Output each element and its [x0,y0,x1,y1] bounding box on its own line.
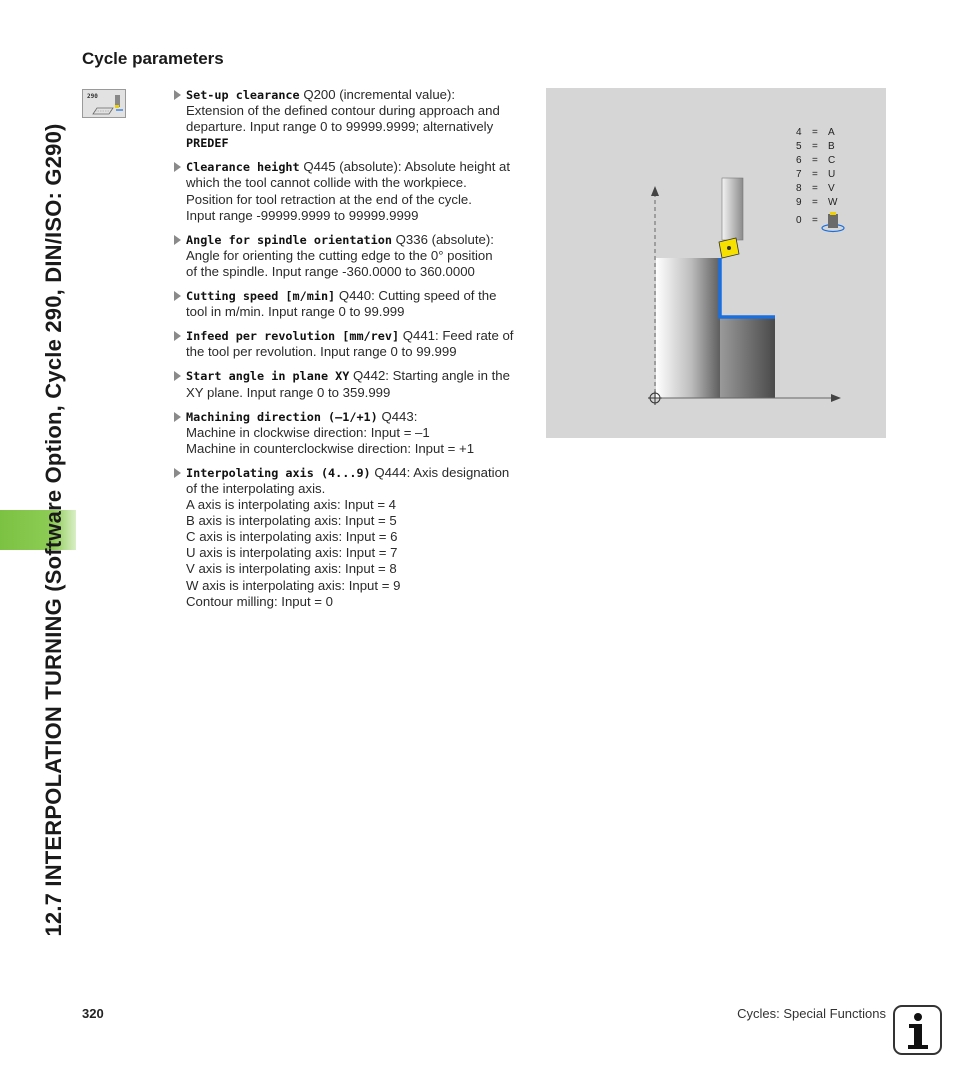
legend-num: 5 [796,141,802,152]
legend-eq: = [812,169,818,180]
parameter-description: Q441: Feed rate of [402,328,514,344]
parameter-description: Machine in counterclockwise direction: Input = +1 [186,440,475,456]
parameter-description: XY plane. Input range 0 to 359.999 [186,384,391,400]
cycle-softkey-icon [82,89,126,118]
legend-axis: C [828,155,836,166]
parameter-first-line [186,328,528,344]
bullet-arrow-icon [174,90,181,100]
legend-axis: B [828,141,835,152]
parameter-description: Position for tool retraction at the end of the cycle. [186,191,472,207]
parameter-description: Q200 (incremental value): [303,87,456,102]
parameter-item [172,288,528,320]
parameter-name: Cutting speed [m/min] [186,289,336,304]
legend-eq: = [812,155,818,166]
parameter-description: Q440: Cutting speed of the [338,288,497,304]
softkey-graphic [83,90,127,119]
parameter-item [172,368,528,400]
legend-axis: U [828,169,836,180]
parameter-name: Infeed per revolution [mm/rev] [186,329,400,344]
parameter-description: which the tool cannot collide with the workpiece. [186,175,467,191]
parameter-first-line [186,87,528,103]
parameter-item [172,465,528,610]
parameter-description: Extension of the defined contour during approach and [186,103,500,119]
parameter-first-line [186,409,528,425]
page-number: 320 [82,1006,104,1021]
parameter-item [172,232,528,280]
legend-num: 4 [796,127,802,138]
legend-axis: W [828,197,838,208]
parameter-description: departure. Input range 0 to 99999.9999; alternatively [186,119,494,135]
parameter-description: Q443: [381,408,418,424]
cycle-figure [546,88,886,438]
legend-eq: = [812,197,818,208]
parameter-name: Clearance height [186,160,300,175]
bullet-arrow-icon [174,162,181,172]
parameter-first-line [186,232,528,248]
parameter-item [172,409,528,457]
parameter-name: Machining direction (–1/+1) [186,409,378,424]
parameter-name: Angle for spindle orientation [186,232,392,247]
legend-eq: = [812,215,818,226]
parameter-description: Contour milling: Input = 0 [186,593,333,609]
cycle-diagram [546,88,886,438]
contour-path [720,258,775,317]
legend-num: 8 [796,183,802,194]
parameter-description: B axis is interpolating axis: Input = 5 [186,513,397,529]
legend-eq: = [812,141,818,152]
parameter-description: V axis is interpolating axis: Input = 8 [186,561,397,577]
parameter-description: Q445 (absolute): Absolute height at [303,159,511,175]
parameter-description: Q336 (absolute): [395,231,494,247]
legend-axis: V [828,183,835,194]
chapter-side-title: 12.7 INTERPOLATION TURNING (Software Option, Cycle 290, DIN/ISO: G290) [41,123,66,937]
workpiece-large [656,258,720,398]
legend-num: 6 [796,155,802,166]
parameter-name: Interpolating axis (4...9) [186,465,371,480]
softkey-label: 290 [87,93,98,100]
parameter-description: the tool per revolution. Input range 0 to 99.999 [186,344,457,360]
parameter-description: Input range -99999.9999 to 99999.9999 [186,207,419,223]
section-heading: Cycle parameters [82,49,224,68]
parameter-item [172,159,528,223]
legend-eq: = [812,183,818,194]
parameter-first-line [186,159,528,175]
parameter-item [172,87,528,151]
legend-eq: = [812,127,818,138]
parameter-item [172,328,528,360]
parameter-description: of the interpolating axis. [186,480,326,496]
tool-shank [722,178,743,240]
info-icon [893,1005,942,1055]
bullet-arrow-icon [174,331,181,341]
parameter-description: Machine in clockwise direction: Input = –1 [186,424,430,440]
parameter-description: Q442: Starting angle in the [353,368,510,384]
parameter-description: Q444: Axis designation [374,464,510,480]
bullet-arrow-icon [174,235,181,245]
legend-num: 7 [796,169,802,180]
parameter-keyword: PREDEF [186,136,229,151]
parameter-description: of the spindle. Input range -360.0000 to 360.0000 [186,263,475,279]
footer-chapter: Cycles: Special Functions [737,1006,886,1021]
legend-num: 9 [796,197,802,208]
parameter-description: tool in m/min. Input range 0 to 99.999 [186,304,405,320]
parameter-description: W axis is interpolating axis: Input = 9 [186,577,401,593]
parameter-name: Set-up clearance [186,88,300,102]
bullet-arrow-icon [174,291,181,301]
bullet-arrow-icon [174,412,181,422]
parameter-first-line [186,465,528,481]
parameter-description: C axis is interpolating axis: Input = 6 [186,529,398,545]
bullet-arrow-icon [174,371,181,381]
parameter-first-line [186,288,528,304]
workpiece-step [720,317,775,398]
legend-num: 0 [796,215,802,226]
contour-milling-icon [822,212,844,232]
parameter-description: A axis is interpolating axis: Input = 4 [186,497,397,513]
parameter-first-line [186,368,528,384]
parameter-description: Angle for orienting the cutting edge to the 0° position [186,247,493,263]
parameter-name: Start angle in plane XY [186,369,350,384]
bullet-arrow-icon [174,468,181,478]
parameter-list [172,87,528,618]
legend-axis: A [828,127,835,138]
parameter-description: U axis is interpolating axis: Input = 7 [186,545,398,561]
